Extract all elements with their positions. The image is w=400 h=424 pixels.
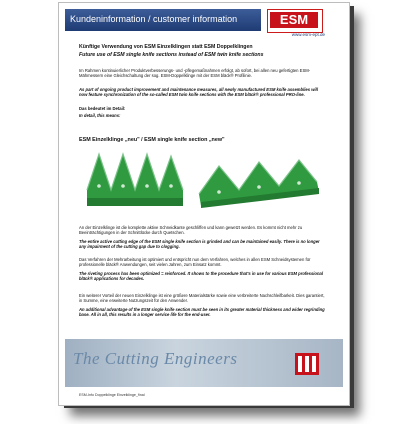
paragraph-1-german: Im Rahmen kontinuierlicher Produktverbesserungs- und -pflegemaßnahmen erfolgt, ab sofort, bei allen neu gefertigten ESM-Mähmessern eine Gleichschaltung der sog. ESM-Doppelklinge mit der ESM bläck® Profilinie. [79,68,311,79]
paragraph-1-english: As part of ongoing product improvement and maintenance measures, all newly manufactured ESM knife assemblies will now feature synchronization of the so-called ESM twin knife sections with the ESM bläck® professional PRO-line. [79,87,318,98]
section-heading: ESM Einzelklinge „neu" / ESM single knife section „new" [79,137,225,143]
paragraph-3-english: The riveting process has been optimized = reinforced. It shows to the procedure that's in use for various ESM professional bläck® applications for decades. [79,271,324,282]
header-title: Kundeninformation / customer information [70,14,238,24]
document-page [58,2,350,406]
paragraph-4-english: An additional advantage of the ESM single knife section must be seen in its greater material thickness and wider regrinding base. All in all, this results in a longer service life for the end-user. [79,307,325,318]
footer-filename: ESM-Info Doppelklinge Einzelklinge_final [79,393,145,397]
title-english: Future use of ESM single knife sections instead of ESM twin knife sections [79,52,264,58]
paragraph-3-german: Das Verfahren der Mehrarbeitung ist optimiert und entspricht nun dem Verfahren, welches in allen ESM Schneidsystemen für professionelle bläck® Anwendungen, seit vielen Jahren, zum Einsatz kommt. [79,257,311,268]
paragraph-2-german: An der Einzelklinge ist die komplette aktive Schneidkante geschliffen und kann gewetzt werden. Es kommt nicht mehr zu Beeinträchtigungen in der Schnittlücke durch Quetschen. [79,225,303,236]
header-bar [65,9,261,31]
esm-logo [267,9,323,33]
detail-german: Das bedeutet im Detail: [79,106,126,111]
title-german: Künftige Verwendung von ESM Einzelklingen statt ESM Doppelklingen [79,44,253,50]
paragraph-2-english: The entire active cutting edge of the ESM single knife section is grinded and can be maintained easily. There is no longer any impairment of the cutting gap due to clogging. [79,239,320,250]
slogan-text: The Cutting Engineers [73,349,238,368]
knife-section-image [79,146,327,214]
esm-logo-text: ESM [270,12,318,28]
esm-mark-icon [295,353,319,375]
detail-english: In detail, this means: [79,113,121,118]
logo-url: www.esm-ept.de [291,32,325,37]
paragraph-4-german: Ein weiterer Vorteil der neuen Einzelklinge ist eine größere Materialstärke sowie eine verbreiterte Nachschleifbarkeit. Dies garantiert, in Summe, eine erweiterte Nutzungszeit für den Anwender. [79,293,325,304]
